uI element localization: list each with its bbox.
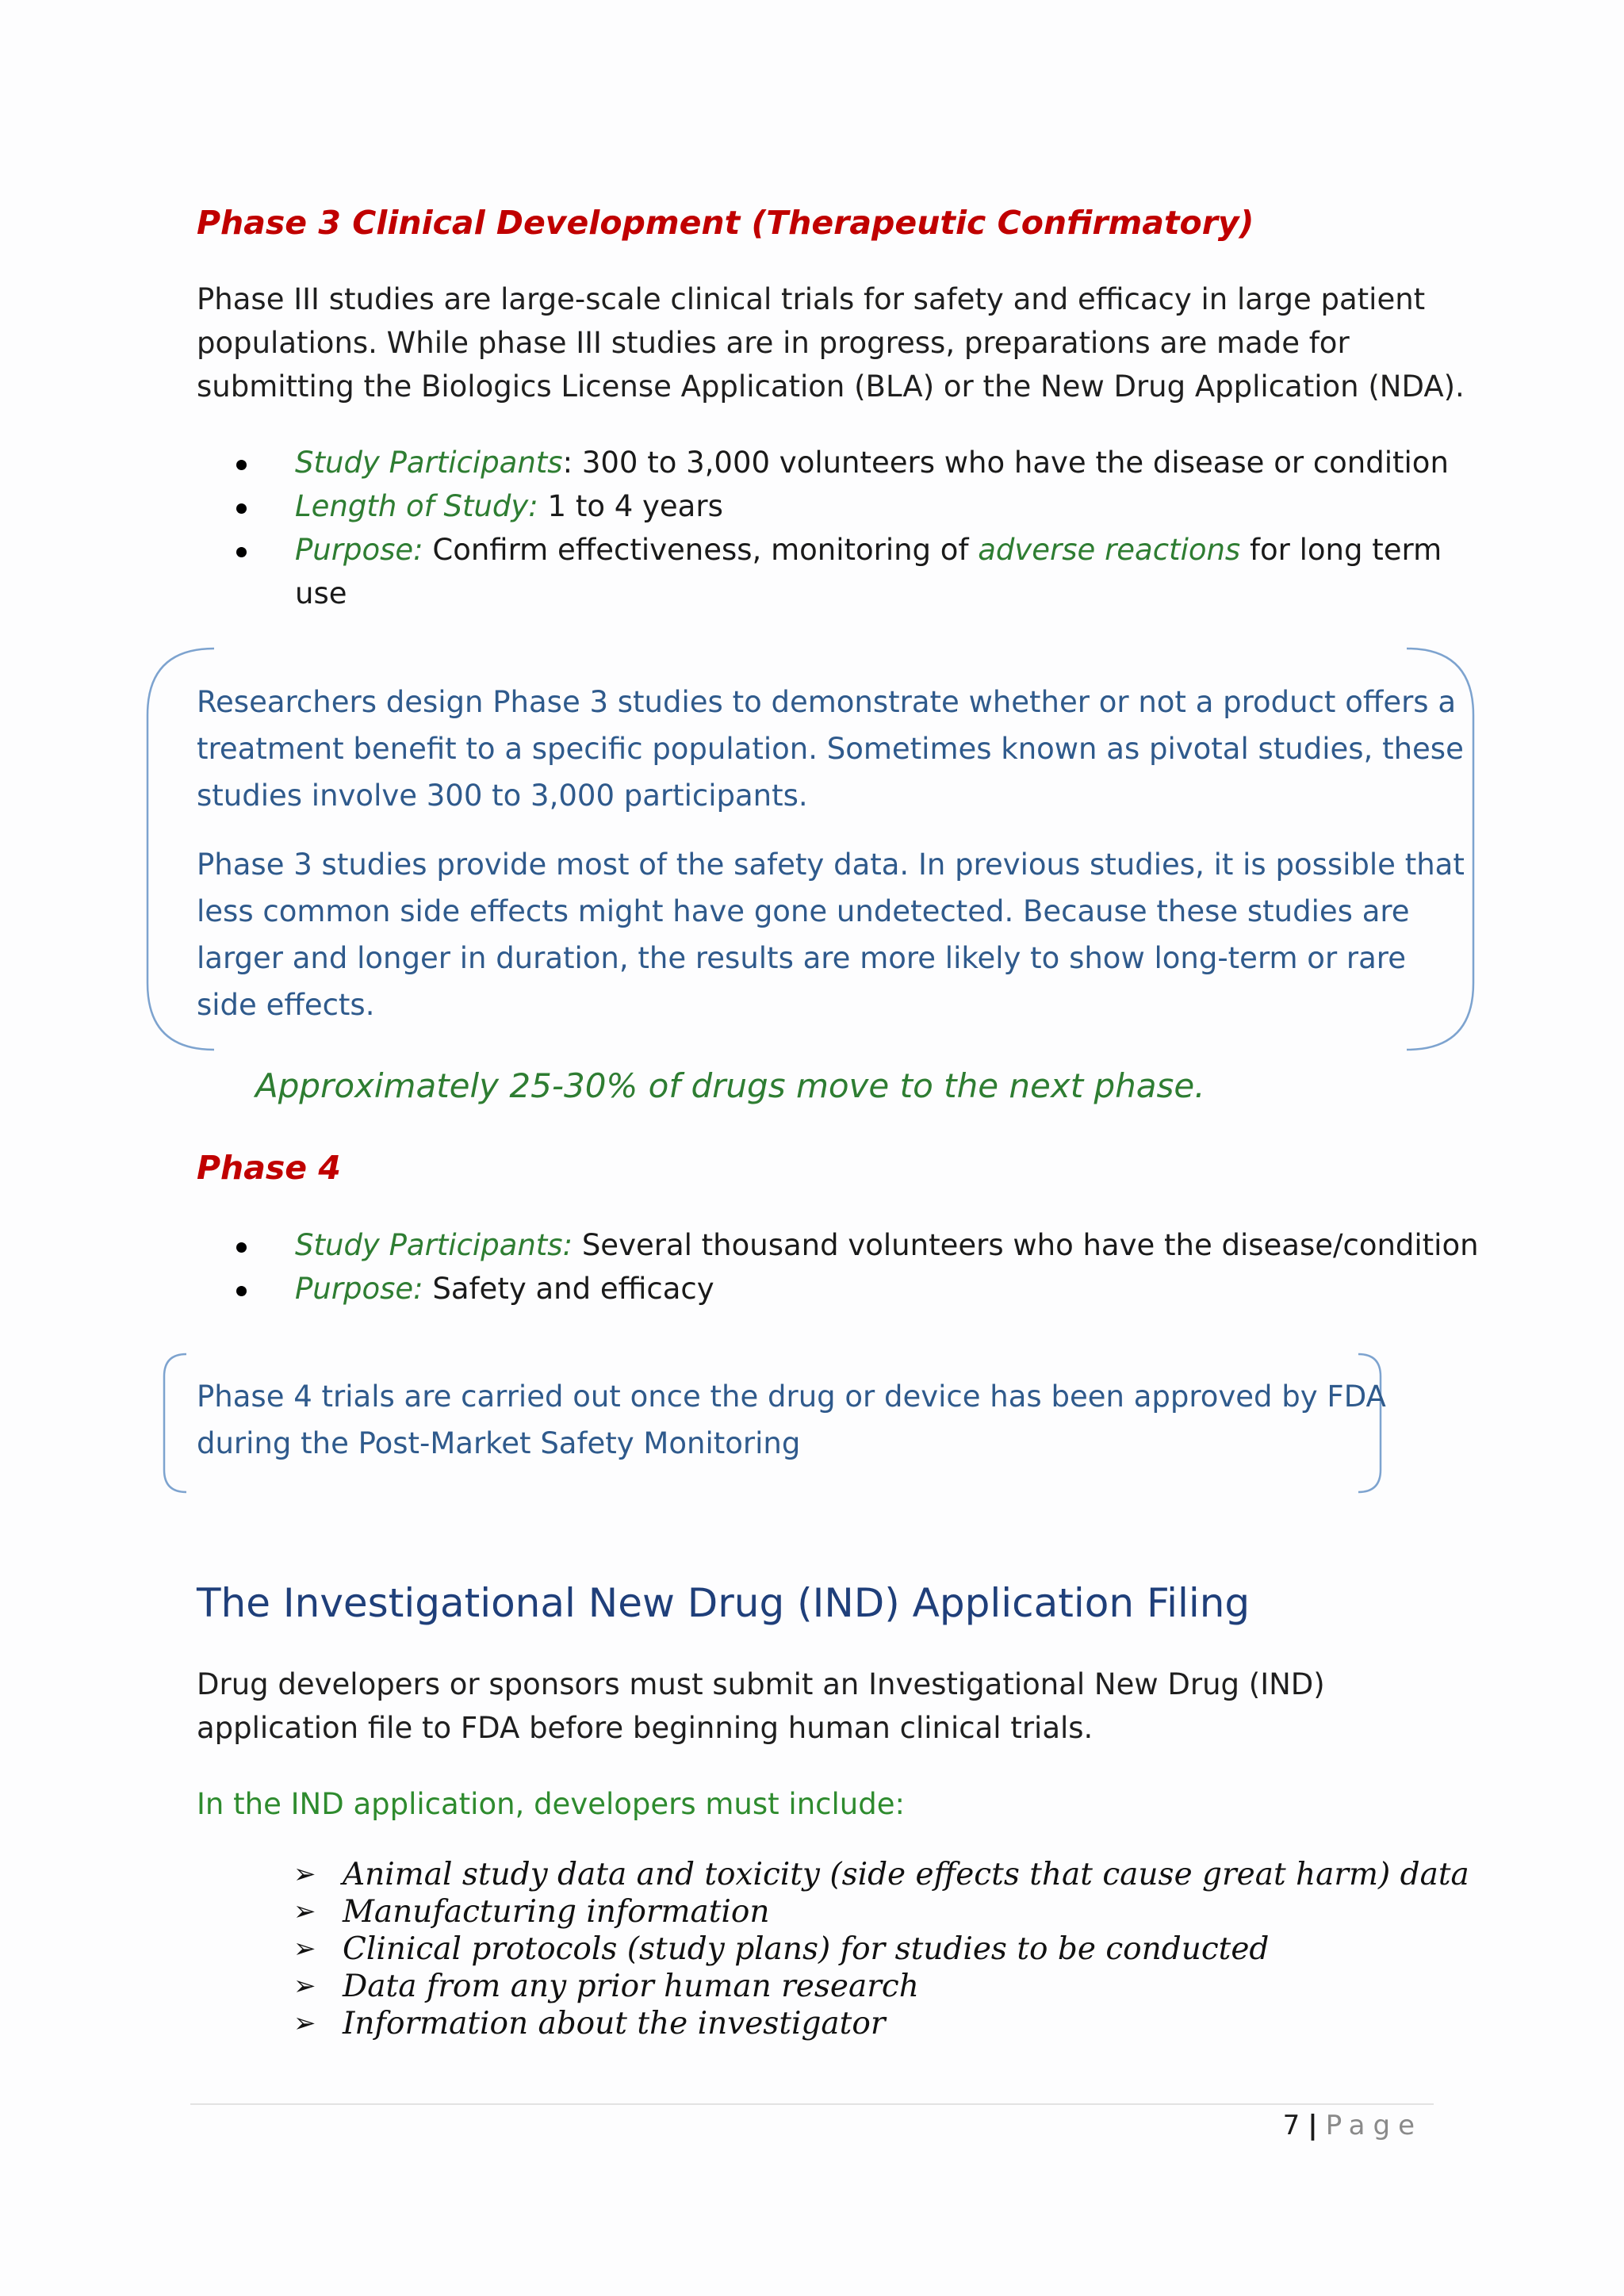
list-item-text: Clinical protocols (study plans) for studies to be conducted [343,1931,1270,1967]
list-item [293,1856,1469,1893]
bullet-icon [236,503,247,514]
list-item [293,2005,1469,2042]
bullet-icon [236,547,247,557]
phase3-intro-line: populations. While phase III studies are in progress, preparations are made for [197,326,1350,360]
bullet-text: : 300 to 3,000 volunteers who have the disease or condition [562,446,1449,480]
list-item [197,441,1449,484]
ind-intro-line: application file to FDA before beginning human clinical trials. [197,1711,1094,1745]
bullet-label: Study Participants [295,446,563,480]
footer-separator: | [1308,2110,1318,2141]
ind-intro-line: Drug developers or sponsors must submit an Investigational New Drug (IND) [197,1667,1325,1701]
footer-divider [190,2103,1434,2105]
ind-include-label: In the IND application, developers must include: [197,1787,905,1821]
phase3-bullet-list [197,441,1449,615]
quote-line: Phase 3 studies provide most of the safety data. In previous studies, it is possible that [197,848,1465,882]
list-item [293,1968,1469,2005]
ind-section-title: The Investigational New Drug (IND) Application Filing [197,1580,1251,1626]
list-item [197,1223,1479,1267]
phase3-intro-line: submitting the Biologics License Application (BLA) or the New Drug Application (NDA). [197,369,1465,404]
bullet-label: Length of Study: [295,489,538,523]
quote-line: studies involve 300 to 3,000 participants. [197,779,808,813]
bullet-icon [236,1286,247,1296]
bullet-label: Purpose: [295,1272,423,1306]
bullet-text: Several thousand volunteers who have the disease/condition [573,1228,1479,1262]
bullet-highlight: adverse reactions [978,533,1241,567]
list-item-text: Animal study data and toxicity (side effects that cause great harm) data [343,1857,1469,1892]
bullet-icon [236,460,247,470]
arrow-bullet-icon: ➢ [293,1970,316,2002]
quote-line: during the Post-Market Safety Monitoring [197,1426,801,1460]
bullet-continuation: use [295,576,347,610]
quote-line: Researchers design Phase 3 studies to demonstrate whether or not a product offers a [197,685,1457,719]
approx-note: Approximately 25-30% of drugs move to the next phase. [255,1066,1205,1105]
quote-line: less common side effects might have gone undetected. Because these studies are [197,894,1410,928]
bullet-text: Safety and efficacy [423,1272,714,1306]
list-item-text: Manufacturing information [343,1894,770,1930]
bullet-icon [236,1242,247,1253]
quote-line: Phase 4 trials are carried out once the drug or device has been approved by FDA [197,1380,1386,1414]
page-number: 7 [1282,2110,1300,2141]
ind-intro [197,1663,1325,1750]
phase4-bullet-list [197,1223,1479,1311]
arrow-bullet-icon: ➢ [293,2007,316,2039]
phase3-quote-para1 [197,679,1464,819]
page-footer [1283,2106,1423,2145]
phase4-heading: Phase 4 [197,1149,341,1187]
phase3-heading: Phase 3 Clinical Development (Therapeutic Confirmatory) [197,204,1254,242]
list-item [197,484,1449,528]
bullet-text: for long term [1240,533,1442,567]
list-item [293,1893,1469,1931]
quote-line: side effects. [197,988,375,1022]
bullet-label: Purpose: [295,533,423,567]
bullet-text: Confirm effectiveness, monitoring of [423,533,979,567]
arrow-bullet-icon: ➢ [293,1896,316,1927]
arrow-bullet-icon: ➢ [293,1858,316,1890]
phase3-intro [197,277,1465,408]
phase4-quote [197,1373,1386,1467]
bullet-label: Study Participants: [295,1228,573,1262]
list-item [197,1267,1479,1311]
list-item [293,1931,1469,1968]
arrow-bullet-icon: ➢ [293,1933,316,1965]
phase3-quote-para2 [197,841,1465,1028]
quote-line: larger and longer in duration, the results are more likely to show long-term or rare [197,941,1406,975]
list-item-text: Information about the investigator [343,2006,886,2042]
list-item [197,528,1449,615]
quote-line: treatment benefit to a specific population. Sometimes known as pivotal studies, these [197,732,1464,766]
bullet-text: 1 to 4 years [538,489,723,523]
phase3-intro-line: Phase III studies are large-scale clinical trials for safety and efficacy in large patient [197,282,1426,316]
list-item-text: Data from any prior human research [343,1969,919,2004]
page-label: Page [1325,2110,1423,2141]
ind-requirements-list [293,1856,1469,2042]
